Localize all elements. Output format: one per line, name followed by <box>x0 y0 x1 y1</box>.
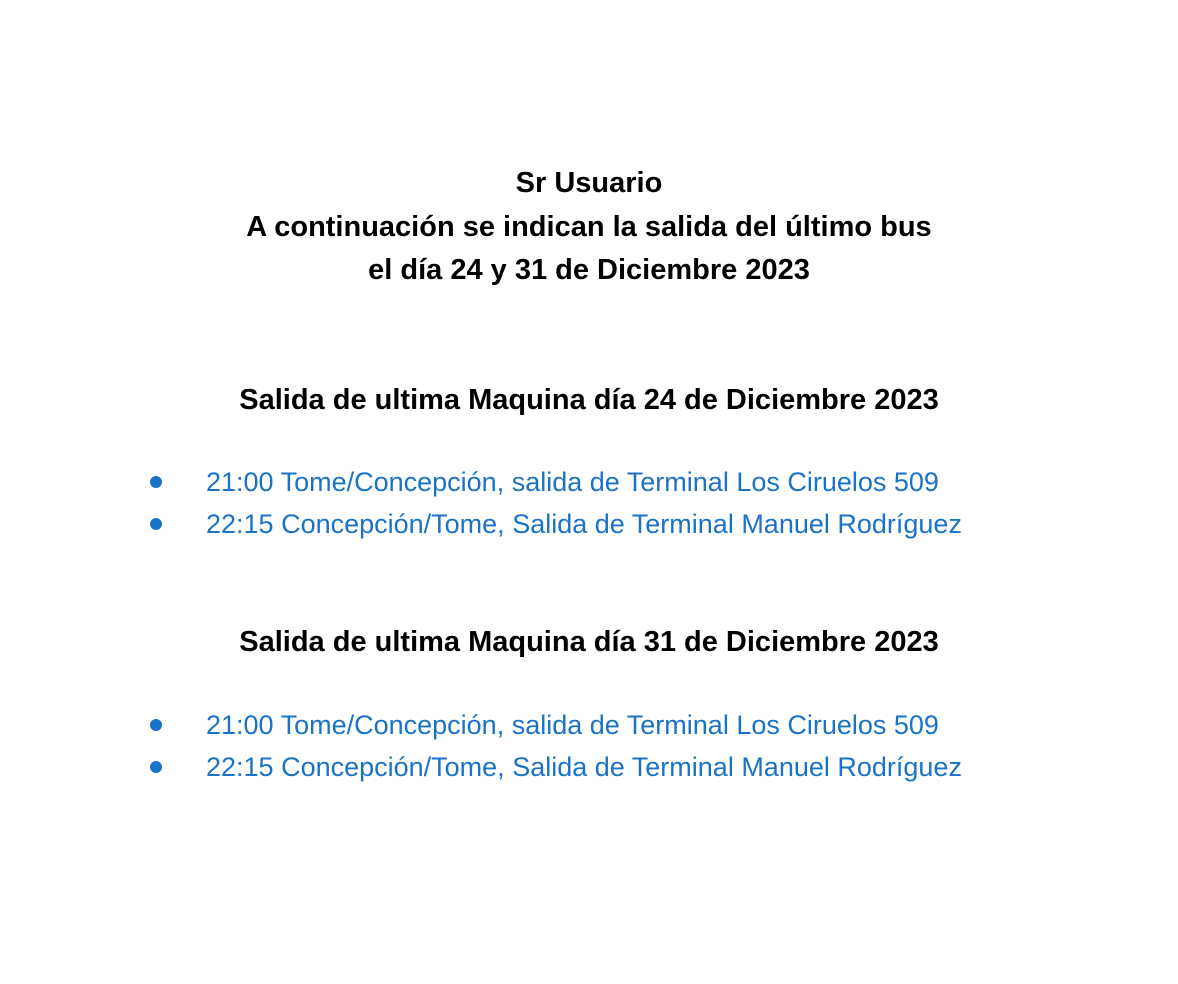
list-item <box>0 503 1178 545</box>
bullet-icon <box>150 476 162 488</box>
schedule-text: 22:15 Concepción/Tome, Salida de Terminal Manuel Rodríguez <box>206 752 962 782</box>
list-item <box>0 461 1178 503</box>
schedule-text: 21:00 Tome/Concepción, salida de Terminal Los Ciruelos 509 <box>206 710 939 740</box>
intro-line: el día 24 y 31 de Diciembre 2023 <box>368 254 810 286</box>
bullet-icon <box>150 518 162 530</box>
greeting: Sr Usuario <box>515 167 663 199</box>
section-heading: Salida de ultima Maquina día 31 de Diciembre 2023 <box>239 626 939 658</box>
schedule-text: 21:00 Tome/Concepción, salida de Terminal Los Ciruelos 509 <box>206 467 939 497</box>
schedule-list <box>0 704 1178 788</box>
list-item <box>0 704 1178 746</box>
list-item <box>0 746 1178 788</box>
section-heading: Salida de ultima Maquina día 24 de Diciembre 2023 <box>239 384 939 416</box>
schedule-text: 22:15 Concepción/Tome, Salida de Terminal Manuel Rodríguez <box>206 509 962 539</box>
intro-block <box>0 162 1178 293</box>
intro-line: A continuación se indican la salida del último bus <box>246 210 932 243</box>
schedule-list <box>0 461 1178 545</box>
bullet-icon <box>150 719 162 731</box>
bullet-icon <box>150 761 162 773</box>
